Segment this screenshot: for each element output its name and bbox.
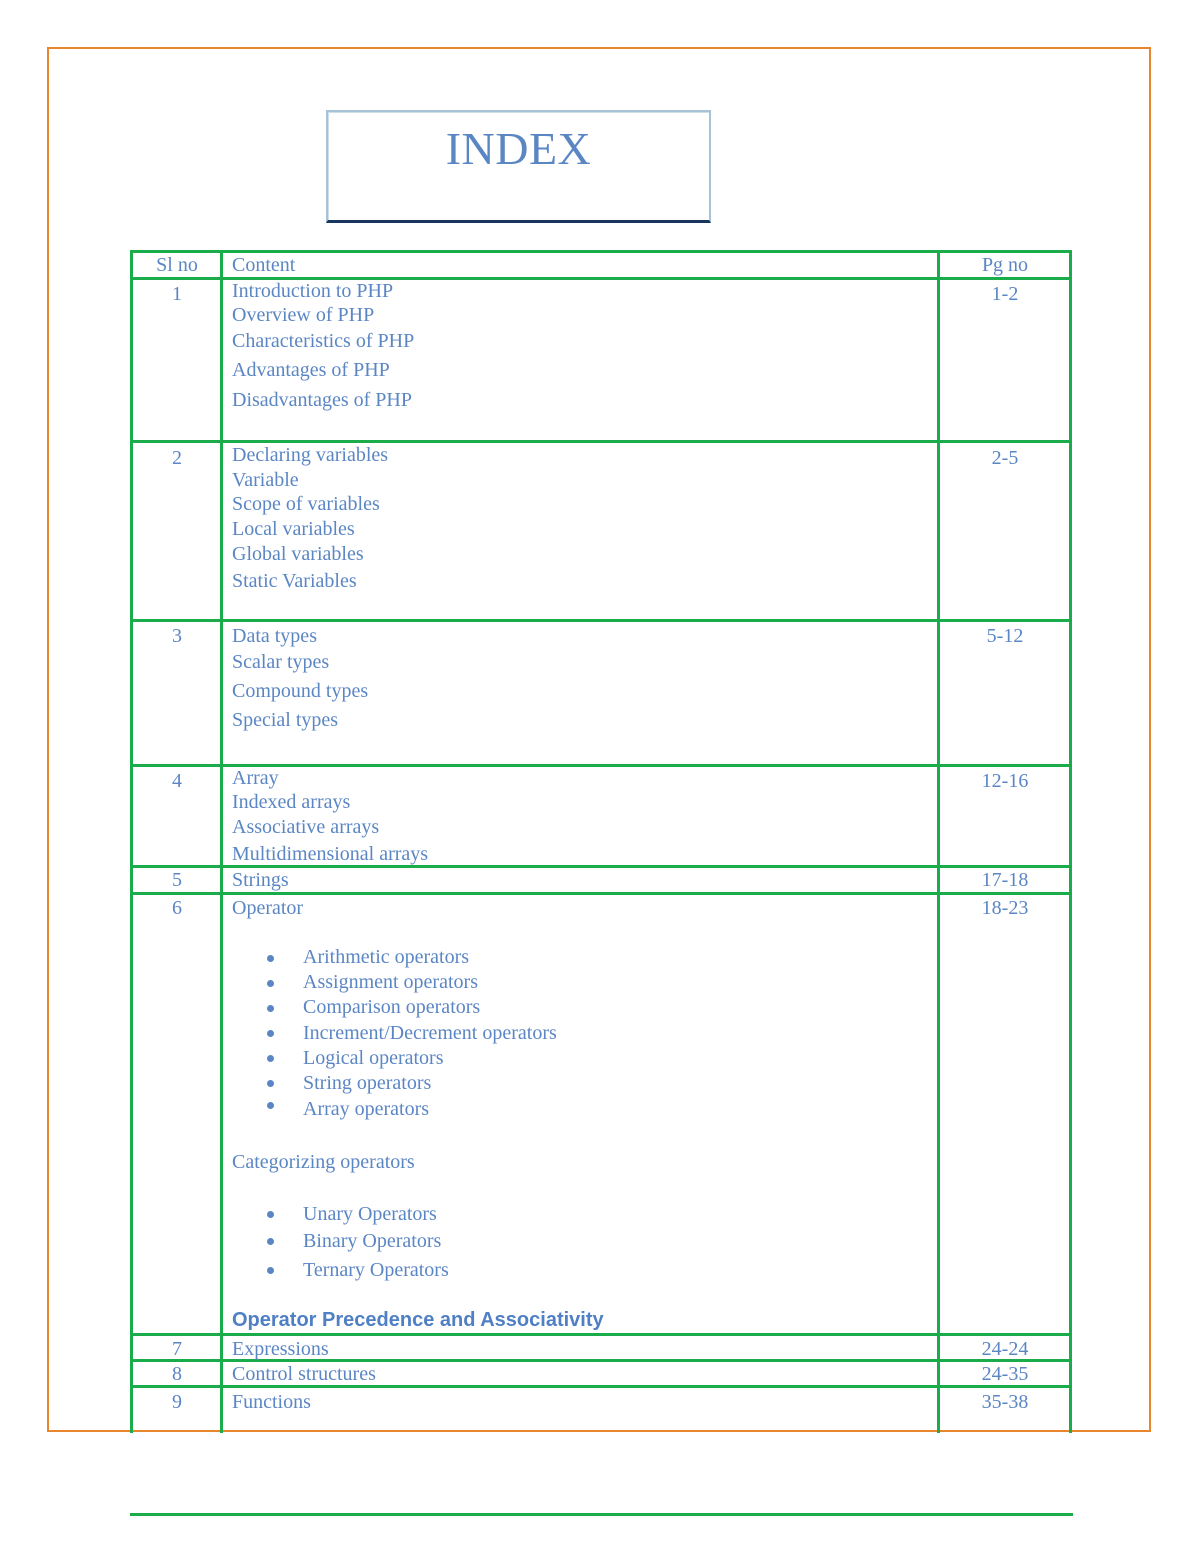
row-1-item: Overview of PHP bbox=[232, 304, 375, 326]
row-6-sl: 6 bbox=[172, 897, 182, 919]
row-2-item: Scope of variables bbox=[232, 493, 380, 515]
row-divider bbox=[130, 1333, 1072, 1336]
row-7-pg: 24-24 bbox=[981, 1338, 1029, 1360]
row-9-pg: 35-38 bbox=[981, 1391, 1029, 1413]
row-1-item: Disadvantages of PHP bbox=[232, 389, 412, 411]
row-5-sl: 5 bbox=[172, 869, 182, 891]
header-content: Content bbox=[232, 254, 296, 276]
row-8-sl: 8 bbox=[172, 1363, 182, 1385]
bullet-icon bbox=[267, 1238, 274, 1245]
row-4-sl: 4 bbox=[172, 770, 182, 792]
row-7-sl: 7 bbox=[172, 1338, 182, 1360]
bullet-icon bbox=[267, 1005, 274, 1012]
bullet-icon bbox=[267, 1030, 274, 1037]
row-divider bbox=[130, 619, 1072, 622]
row-6-heading: Operator bbox=[232, 897, 304, 919]
row-divider bbox=[130, 440, 1072, 443]
row-6-bullet: Increment/Decrement operators bbox=[303, 1022, 557, 1044]
bullet-icon bbox=[267, 1102, 274, 1109]
table-border-right bbox=[1069, 250, 1072, 1433]
row-1-item: Introduction to PHP bbox=[232, 280, 394, 302]
row-5-pg: 17-18 bbox=[981, 869, 1029, 891]
row-3-sl: 3 bbox=[172, 625, 182, 647]
row-6-bullet: Logical operators bbox=[303, 1047, 444, 1069]
row-1-pg: 1-2 bbox=[991, 283, 1019, 305]
row-6-bullet: Array operators bbox=[303, 1098, 430, 1120]
row-8-item: Control structures bbox=[232, 1363, 376, 1385]
row-divider bbox=[130, 892, 1072, 895]
row-9-item: Functions bbox=[232, 1391, 311, 1413]
row-6-bullet: Assignment operators bbox=[303, 971, 478, 993]
row-2-item: Declaring variables bbox=[232, 444, 389, 466]
row-6-bullet: Arithmetic operators bbox=[303, 946, 470, 968]
row-6-bullet: Unary Operators bbox=[303, 1203, 437, 1225]
bullet-icon bbox=[267, 1211, 274, 1218]
row-1-item: Advantages of PHP bbox=[232, 359, 390, 381]
title-box bbox=[326, 110, 711, 223]
row-3-pg: 5-12 bbox=[986, 625, 1024, 647]
footer-rule bbox=[130, 1513, 1073, 1516]
row-divider bbox=[130, 865, 1072, 868]
table-column-divider-2 bbox=[937, 250, 940, 1433]
row-divider bbox=[130, 1385, 1072, 1388]
header-pg-no: Pg no bbox=[981, 254, 1029, 276]
row-3-item: Scalar types bbox=[232, 651, 330, 673]
bullet-icon bbox=[267, 1267, 274, 1274]
row-2-item: Static Variables bbox=[232, 570, 357, 592]
row-4-pg: 12-16 bbox=[981, 770, 1029, 792]
row-9-sl: 9 bbox=[172, 1391, 182, 1413]
row-6-bullet: Comparison operators bbox=[303, 996, 481, 1018]
row-6-bullet: String operators bbox=[303, 1072, 432, 1094]
row-8-pg: 24-35 bbox=[981, 1363, 1029, 1385]
row-3-item: Compound types bbox=[232, 680, 369, 702]
row-7-item: Expressions bbox=[232, 1338, 329, 1360]
row-6-bold-item: Operator Precedence and Associativity bbox=[232, 1309, 604, 1331]
table-column-divider-1 bbox=[220, 250, 223, 1433]
row-4-item: Indexed arrays bbox=[232, 791, 351, 813]
row-2-sl: 2 bbox=[172, 447, 182, 469]
bullet-icon bbox=[267, 1055, 274, 1062]
row-4-item: Array bbox=[232, 767, 279, 789]
row-1-sl: 1 bbox=[172, 283, 182, 305]
row-4-item: Multidimensional arrays bbox=[232, 843, 429, 865]
bullet-icon bbox=[267, 1080, 274, 1087]
row-1-item: Characteristics of PHP bbox=[232, 330, 415, 352]
row-2-pg: 2-5 bbox=[991, 447, 1019, 469]
row-3-item: Special types bbox=[232, 709, 339, 731]
bullet-icon bbox=[267, 955, 274, 962]
row-2-item: Global variables bbox=[232, 543, 364, 565]
row-6-subheading: Categorizing operators bbox=[232, 1151, 415, 1173]
row-2-item: Local variables bbox=[232, 518, 355, 540]
row-4-item: Associative arrays bbox=[232, 816, 380, 838]
header-sl-no: Sl no bbox=[156, 254, 198, 276]
page-title: INDEX bbox=[445, 123, 592, 174]
row-6-bullet: Binary Operators bbox=[303, 1230, 442, 1252]
row-6-bullet: Ternary Operators bbox=[303, 1259, 449, 1281]
row-5-item: Strings bbox=[232, 869, 289, 891]
row-2-item: Variable bbox=[232, 469, 299, 491]
bullet-icon bbox=[267, 980, 274, 987]
row-6-pg: 18-23 bbox=[981, 897, 1029, 919]
table-border-left bbox=[130, 250, 133, 1433]
row-3-item: Data types bbox=[232, 625, 317, 647]
table-border-top bbox=[130, 250, 1072, 253]
